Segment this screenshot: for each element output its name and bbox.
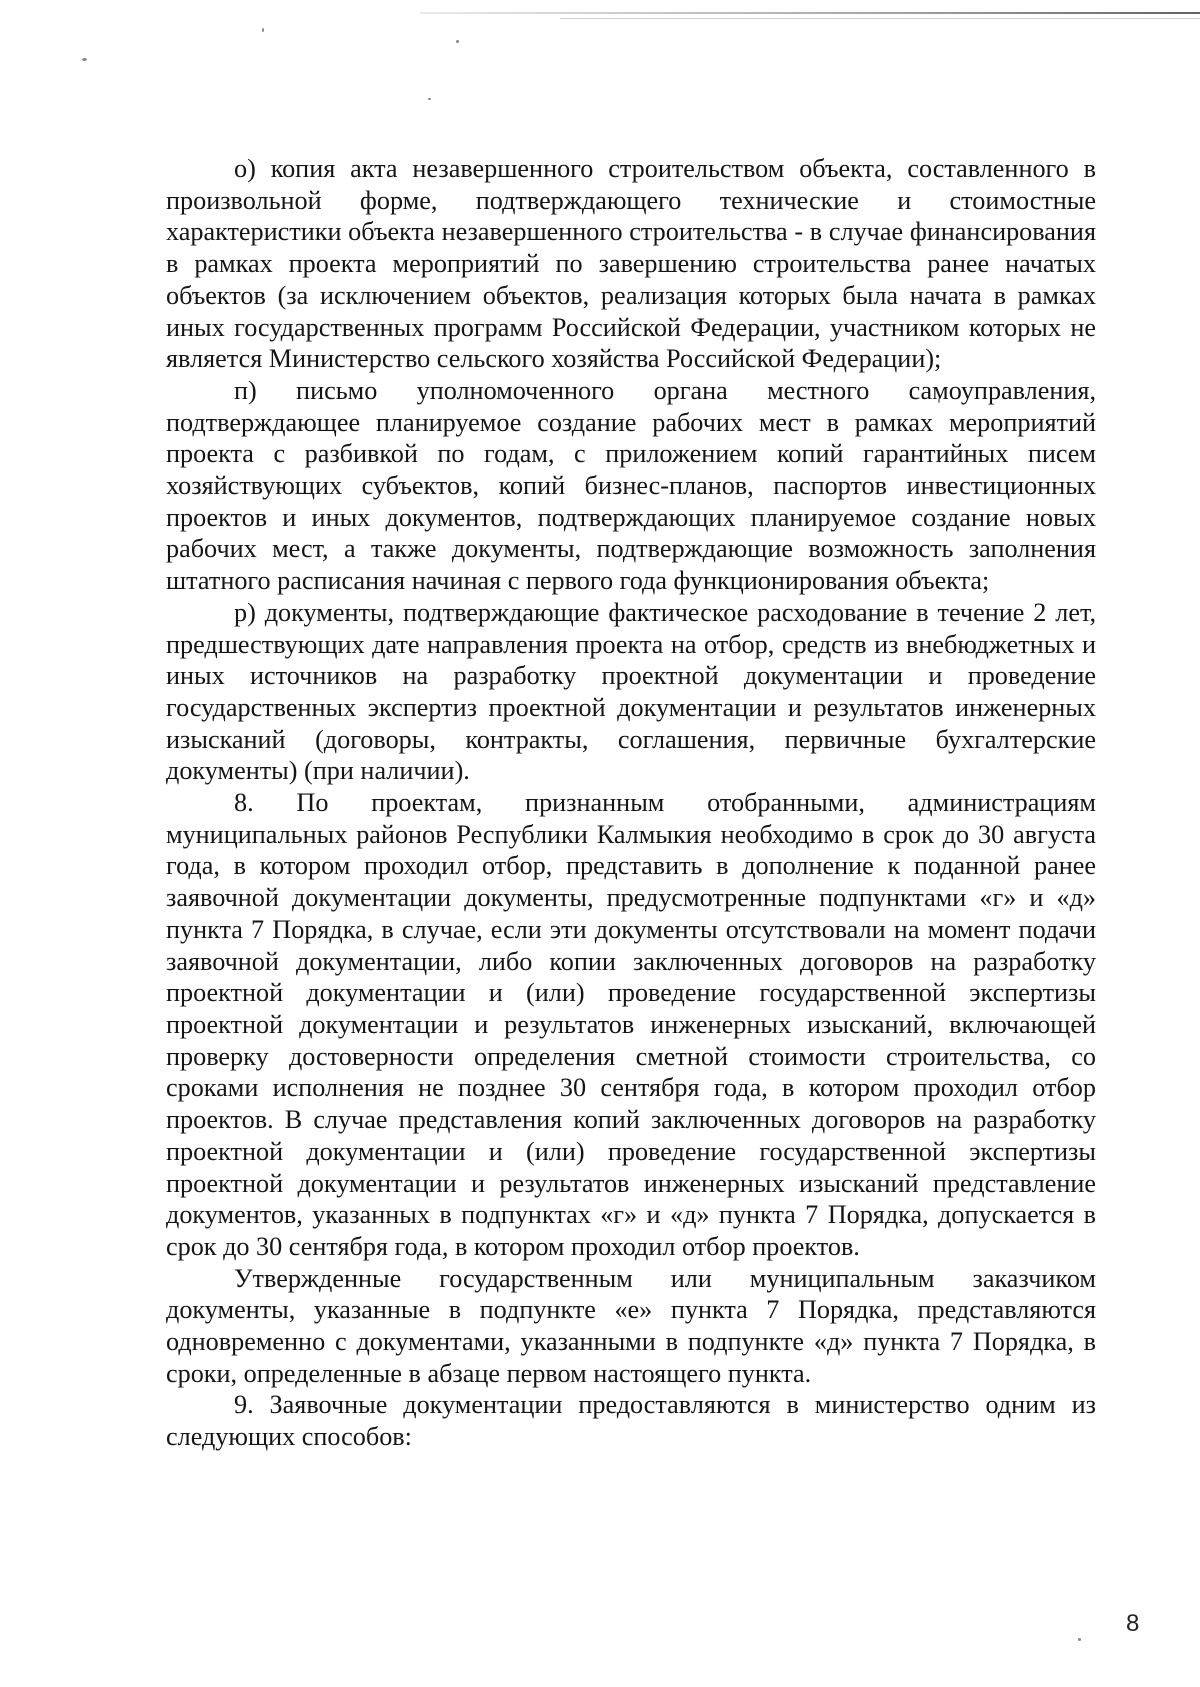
scan-speck xyxy=(456,40,459,43)
paragraph-8: 8. По проектам, признанным отобранными, администрациям муниципальных районов Республики Калмыкия необходимо в срок до 30 августа года, в котором проходил отбор, представить в дополнение к поданной ранее заявочной документации документы, предусмотренные подпунктами «г» и «д» пункта 7 Порядка, в случае, если эти документы отсутствовали на момент подачи заявочной документации, либо копии заключенных договоров на разработку проектной документации и (или) проведение государственной экспертизы проектной документации и результатов инженерных изысканий, включающей проверку достоверности определения сметной стоимости строительства, со сроками исполнения не позднее 30 сентября года, в котором проходил отбор проектов. В случае представления копий заключенных договоров на разработку проектной документации и (или) проведение государственной экспертизы проектной документации и результатов инженерных изысканий представление документов, указанных в подпунктах «г» и «д» пункта 7 Порядка, допускается в срок до 30 сентября года, в котором проходил отбор проектов. xyxy=(166,788,1096,1261)
page-number: 8 xyxy=(1126,1610,1140,1637)
paragraph-9: 9. Заявочные документации предоставляются в министерство одним из следующих способов: xyxy=(166,1390,1096,1452)
scan-artifact-line xyxy=(560,18,1200,19)
paragraph-8-second: Утвержденные государственным или муниципальным заказчиком документы, указанные в подпункте «е» пункта 7 Порядка, представляются одновременно с документами, указанными в подпункте «д» пункта 7 Порядка, в сроки, определенные в абзаце первом настоящего пункта. xyxy=(166,1263,1096,1388)
scan-speck xyxy=(1078,1638,1081,1641)
scan-speck xyxy=(262,28,264,32)
scan-speck xyxy=(82,58,87,61)
paragraph-r: р) документы, подтверждающие фактическое расходование в течение 2 лет, предшествующих дате направления проекта на отбор, средств из внебюджетных и иных источников на разработку проектной документации и проведение государственных экспертиз проектной документации и результатов инженерных изысканий (договоры, контракты, соглашения, первичные бухгалтерские документы) (при наличии). xyxy=(166,597,1096,786)
document-body xyxy=(166,153,1096,1453)
scan-speck xyxy=(428,98,431,100)
scan-artifact-line xyxy=(420,12,1200,14)
paragraph-p: п) письмо уполномоченного органа местного самоуправления, подтверждающее планируемое создание рабочих мест в рамках мероприятий проекта с разбивкой по годам, с приложением копий гарантийных писем хозяйствующих субъектов, копий бизнес-планов, паспортов инвестиционных проектов и иных документов, подтверждающих планируемое создание новых рабочих мест, а также документы, подтверждающие возможность заполнения штатного расписания начиная с первого года функционирования объекта; xyxy=(166,375,1096,596)
paragraph-o: о) копия акта незавершенного строительством объекта, составленного в произвольной форме, подтверждающего технические и стоимостные характеристики объекта незавершенного строительства - в случае финансирования в рамках проекта мероприятий по завершению строительства ранее начатых объектов (за исключением объектов, реализация которых была начата в рамках иных государственных программ Российской Федерации, участником которых не является Министерство сельского хозяйства Российской Федерации); xyxy=(166,154,1096,374)
